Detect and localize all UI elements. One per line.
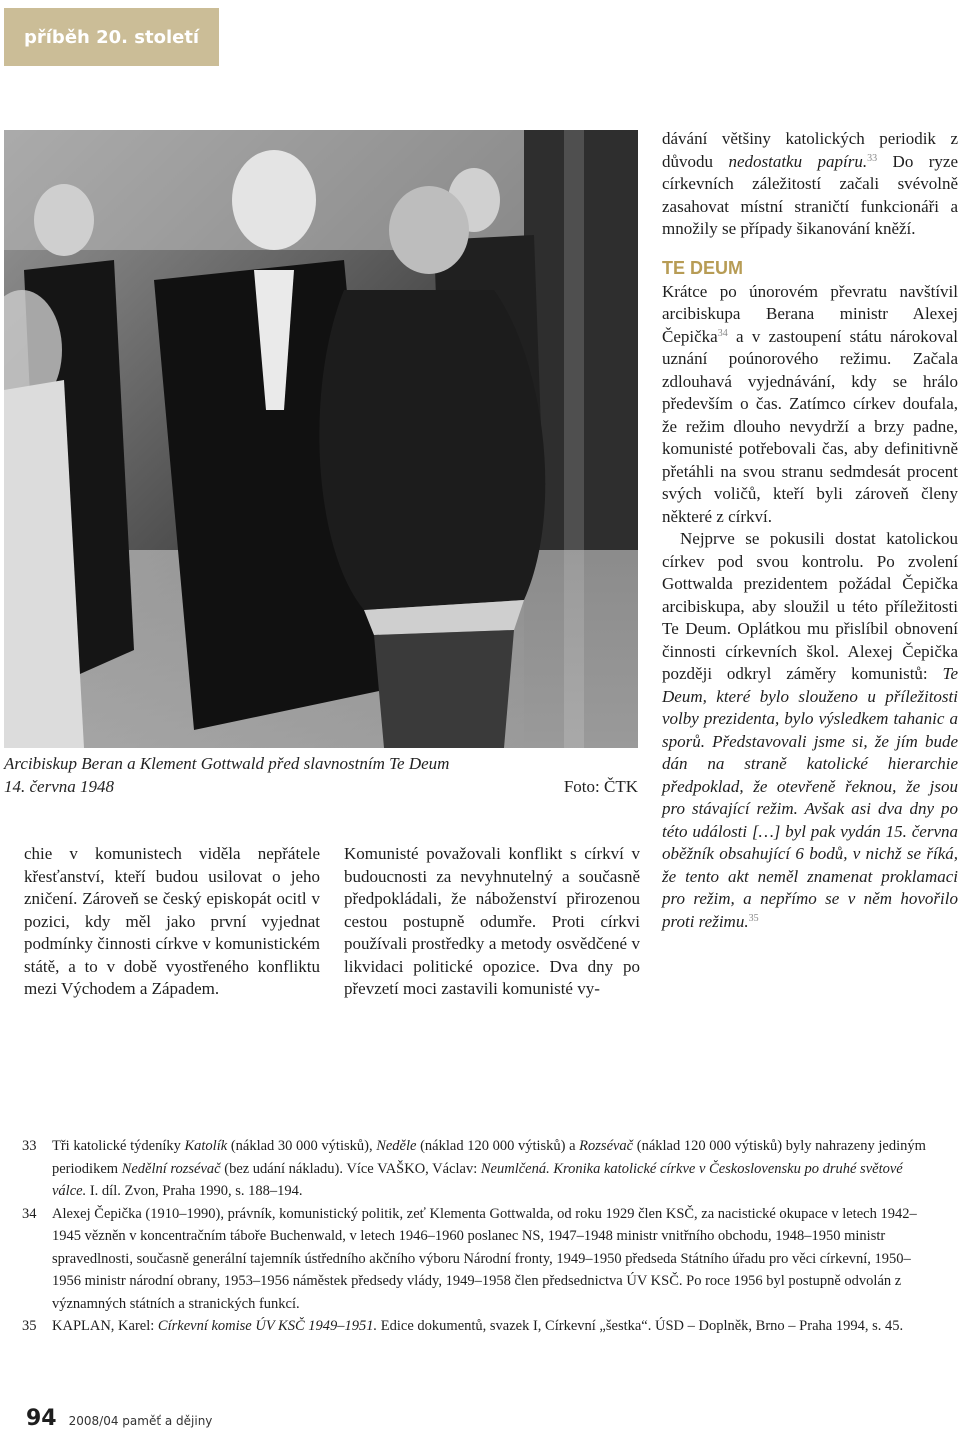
caption-line-2: 14. června 1948 bbox=[4, 777, 115, 796]
text-span: Tři katolické týdeníky bbox=[52, 1138, 185, 1154]
text-span: Krátce po únorovém převratu navštívil arcibiskupa Berana ministr Alexej Čepička bbox=[662, 281, 958, 346]
footnote-number: 33 bbox=[22, 1138, 37, 1154]
text-span: (náklad 120 000 výtisků) a bbox=[416, 1138, 580, 1154]
page-number: 94 bbox=[26, 1406, 57, 1431]
footnote-number: 35 bbox=[22, 1318, 37, 1334]
quote-span: Te Deum, které bylo slouženo u příležitosti volby prezidenta, bylo výsledkem tahanic a sporů. Představovali jsme si, že jím bude dán na straně katolické hierarchie předpoklad, že otevřeně řeknou, že jsou pro stávající režim. Avšak asi dva dny po této události […] byl pak vydán 15. června oběžník obsahující 6 bodů, v nichž se říká, že tento akt neměl znamenat proklamaci pro režim, a nepřímo se v něm hovořilo proti režimu. bbox=[662, 664, 958, 931]
section-banner bbox=[4, 8, 219, 66]
photo-illustration bbox=[4, 130, 638, 748]
text-span: a v zastoupení státu nárokoval uznání poúnorového režimu. Začala zdlouhavá vyjednávání, kdy se hrálo především o čas. Zatímco církev doufala, že režim dlouho nevydrží a brzy padne, komunisté potřebovali čas, aby definitivně přetáhli na svou stranu sedmdesát procent svých voličů, kteří byli zároveň členy některé z církví. bbox=[662, 326, 958, 526]
text-span: KAPLAN, Karel: bbox=[52, 1318, 158, 1334]
photo-caption bbox=[4, 752, 638, 798]
section-heading: TE DEUM bbox=[662, 257, 743, 278]
italic-span: Nedělní rozsévač bbox=[121, 1160, 221, 1177]
continued-paragraph bbox=[662, 128, 958, 241]
text-span: I. díl. Zvon, Praha 1990, s. 188–194. bbox=[86, 1183, 303, 1199]
column-2-text: Komunisté považovali konflikt s církví v budoucnosti za nevyhnutelný a současně předpokládali, že náboženství přirozenou cestou postupně odumře. Proti církvi používali prostředky a metody osvědčené v likvidaci politické opozice. Dva dny po převzetí moci zastavili komunisté vy- bbox=[344, 844, 640, 998]
historical-photo bbox=[4, 130, 638, 748]
italic-span: Neumlčená. Kronika katolické církve v Československu po druhé světové válce. bbox=[52, 1160, 903, 1199]
italic-span: Rozsévač bbox=[579, 1138, 634, 1154]
column-1-text: chie v komunistech viděla nepřátele křesťanství, kteří budou usilovat o jeho zničení. Zároveň se český episkopát ocitl v pozici, kdy měl jako první vyjednat podmínky činnosti církve v komunistickém státě, a to v době vyostřeného konfliktu mezi Východem a Západem. bbox=[24, 844, 320, 998]
page-footer bbox=[26, 1406, 212, 1431]
paragraph-1 bbox=[662, 281, 958, 529]
footnote-text bbox=[52, 1315, 934, 1338]
footnote-text bbox=[52, 1135, 934, 1203]
italic-span: Neděle bbox=[376, 1138, 417, 1154]
footnote bbox=[22, 1135, 934, 1203]
footnote-ref: 34 bbox=[717, 327, 728, 339]
footnote-number: 34 bbox=[22, 1205, 37, 1222]
text-span: (bez udání nákladu). Více VAŠKO, Václav: bbox=[220, 1160, 481, 1177]
column-1 bbox=[24, 843, 320, 1001]
italic-span: nedostatku papíru. bbox=[728, 151, 868, 171]
footnote-text: Alexej Čepička (1910–1990), právník, komunistický politik, zeť Klementa Gottwalda, od roku 1929 člen KSČ, za nacistické okupace v letech 1942–1945 vězněn v koncentračním táboře Buchenwald, v letech 1946–1960 poslanec NS, 1947–1948 ministr vnitřního obchodu, 1948–1950 ministr spravedlnosti, současně generální tajemník ústředního akčního výboru Národní fronty, 1949–1950 předseda Státního úřadu pro věci církevní, 1950–1956 ministr národní obrany, 1953–1956 náměstek předsedy vlády, 1949–1958 člen předsednictva ÚV KSČ. Po roce 1956 byl postupně odvolán z významných státních a stranických funkcí. bbox=[52, 1205, 917, 1312]
paragraph-2 bbox=[662, 528, 958, 933]
column-3 bbox=[662, 128, 958, 933]
text-span: Nejprve se pokusili dostat katolickou církev pod svou kontrolu. Po zvolení Gottwalda prezidentem požádal Čepička arcibiskupa, aby sloužil u této příležitosti Te Deum. Oplátkou mu přislíbil obnovení činnosti církevních škol. Alexej Čepička později odkryl záměry komunistů: bbox=[662, 529, 958, 683]
footnote bbox=[22, 1203, 934, 1316]
footnote-ref: 33 bbox=[867, 152, 878, 164]
footnote bbox=[22, 1315, 934, 1338]
text-span: (náklad 30 000 výtisků), bbox=[227, 1138, 377, 1154]
footnotes bbox=[22, 1135, 934, 1338]
photo-credit: Foto: ČTK bbox=[563, 777, 638, 796]
section-title: příběh 20. století bbox=[24, 26, 200, 48]
footnote-ref: 35 bbox=[748, 912, 759, 924]
text-span: (náklad 120 000 výtisků) byly nahrazeny jediným periodikem bbox=[52, 1138, 926, 1177]
text-span: Do ryze církevních záležitostí začali svévolně zasahovat místní straničtí funkcionáři a množily se případy šikanování kněží. bbox=[662, 151, 958, 238]
italic-span: Církevní komise ÚV KSČ 1949–1951. bbox=[157, 1318, 378, 1334]
text-span: dávání většiny katolických periodik z důvodu bbox=[662, 129, 958, 171]
column-2 bbox=[344, 843, 640, 1001]
italic-span: Katolík bbox=[184, 1138, 228, 1154]
magazine-info: 2008/04 paměť a dějiny bbox=[68, 1414, 213, 1428]
caption-line-1: Arcibiskup Beran a Klement Gottwald před slavnostním Te Deum bbox=[4, 754, 450, 773]
text-span: Edice dokumentů, svazek I, Církevní „šestka“. ÚSD – Doplněk, Brno – Praha 1994, s. 45. bbox=[377, 1318, 904, 1334]
